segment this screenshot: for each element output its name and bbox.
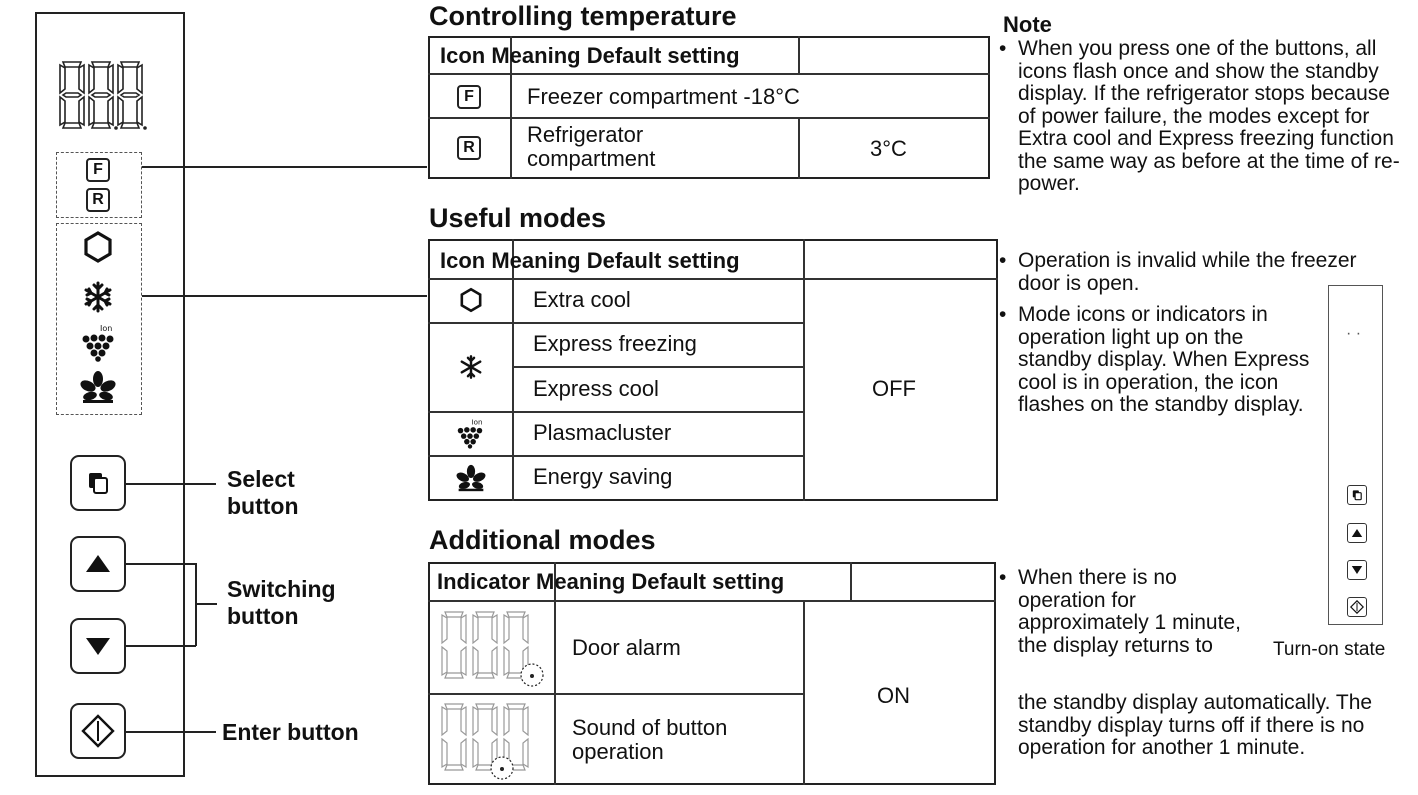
header-meaning: Meaning [491,43,581,68]
freezer-row [527,85,800,109]
column-divider [798,117,800,179]
enter-icon [1347,597,1367,617]
svg-text:Ion: Ion [100,324,113,333]
table-header-row [437,569,784,595]
row-divider [512,366,804,368]
column-divider [798,36,800,73]
hexagon-icon [81,230,115,264]
note-bullet-1 [999,37,1413,196]
header-meaning: Meaning [491,248,581,273]
freezer-key-icon: F [86,158,110,182]
table-header-row [440,43,740,69]
freezer-icon: F [457,85,481,109]
header-icon: Icon [440,43,486,68]
additional-modes-default: ON [877,683,910,708]
door-alarm-indicator-icon [440,608,550,688]
down-arrow-icon [1347,560,1367,580]
switching-leader-mid [195,603,217,605]
row-divider [428,322,804,324]
energy-saving-meaning: Energy saving [533,464,673,489]
up-arrow-icon [1347,523,1367,543]
row-divider [428,411,804,413]
switching-button-label: Switching button [227,576,336,629]
leaf-icon [456,464,486,492]
row-divider [428,117,990,119]
note-bullet-4a [999,566,1243,657]
button-sound-meaning: Sound of button operation [572,715,728,764]
down-button[interactable] [70,618,126,674]
down-arrow-icon [83,631,113,661]
additional-modes-heading: Additional modes [429,525,656,555]
row-divider [428,455,804,457]
button-sound-indicator-icon [440,700,550,782]
switching-bracket [195,563,197,646]
switching-leader-top [126,563,196,565]
express-cool-meaning: Express cool [533,376,659,401]
header-indicator: Indicator [437,569,530,594]
enter-button-label: Enter button [222,719,359,745]
bullet-mark: • [999,37,1007,60]
hexagon-icon [458,287,484,313]
note-bullet-2-text: Operation is invalid while the freezer door is open. [1018,249,1357,295]
note-bullet-1-text: When you press one of the buttons, all icons flash once and show the standby display. If the refrigerator stops because of power failure, the modes except for Extra cool and Express freezing function the same way as before at the time of re-power. [1018,37,1400,195]
bullet-mark: • [999,566,1007,589]
plasmacluster-meaning: Plasmacluster [533,420,672,445]
freezer-default: -18°C [743,84,800,109]
enter-leader-line [126,731,216,733]
bullet-mark: • [999,249,1007,272]
enter-button[interactable] [70,703,126,759]
note-bullet-3 [999,303,1313,417]
freezer-meaning: Freezer compartment [527,84,738,109]
door-alarm-meaning: Door alarm [572,635,681,660]
note-bullet-2 [999,249,1375,295]
controlling-temperature-heading: Controlling temperature [429,1,737,31]
up-arrow-icon [83,549,113,579]
select-button[interactable] [70,455,126,511]
seven-segment-888-icon [58,60,148,130]
mode-leader-line [142,295,427,297]
header-default: Default setting [586,248,740,273]
header-default: Default setting [586,43,740,68]
header-default: Default setting [631,569,785,594]
column-divider [850,562,852,600]
header-icon: Icon [440,248,486,273]
header-meaning: Meaning [536,569,626,594]
compartment-leader-line [142,166,427,168]
useful-modes-heading: Useful modes [429,203,607,233]
select-leader-line [126,483,216,485]
snowflake-icon [458,354,484,380]
row-divider [428,73,990,75]
bullet-mark: • [999,303,1007,326]
extra-cool-meaning: Extra cool [533,287,631,312]
note-title: Note [1003,12,1052,37]
row-divider [428,693,804,695]
refrigerator-meaning: Refrigerator compartment [527,122,656,171]
up-button[interactable] [70,536,126,592]
column-divider [803,600,805,785]
refrigerator-key-icon: R [86,188,110,212]
table-header-row [440,248,740,274]
select-icon [83,468,113,498]
switching-leader-bottom [126,645,196,647]
row-divider [428,278,998,280]
note-bullet-4a-text: When there is no operation for approximately 1 minute, the display returns to [1018,566,1241,657]
turn-on-state-caption: Turn-on state [1273,639,1386,660]
useful-modes-default: OFF [872,376,916,401]
column-divider [554,562,556,785]
refrigerator-icon: R [457,136,481,160]
enter-icon [81,714,115,748]
note-bullet-3-text: Mode icons or indicators in operation light up on the standby display. When Express cool is in operation, the icon flashes on the standby display. [1018,303,1310,416]
refrigerator-default: 3°C [870,136,907,161]
select-icon [1347,485,1367,505]
svg-text:Ion: Ion [471,417,483,427]
column-divider [512,239,514,501]
plasmacluster-icon [79,322,117,362]
turn-on-dots: · · [1346,325,1362,342]
express-freezing-meaning: Express freezing [533,331,697,356]
select-button-label: Select button [227,466,299,519]
snowflake-icon [81,280,115,314]
plasmacluster-icon [455,417,485,449]
column-divider [803,239,805,501]
note-bullet-4b-text: the standby display automatically. The standby display turns off if there is no operation for another 1 minute. [1018,691,1373,759]
row-divider [428,600,996,602]
leaf-icon [80,370,116,404]
